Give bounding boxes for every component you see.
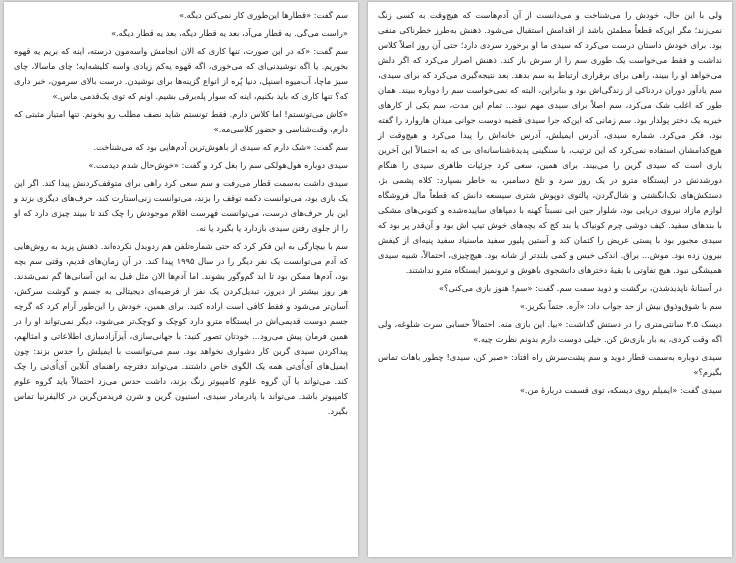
paragraph: سیدی دوباره به‌سمت قطار دوید و سم پشت‌سرش راه افتاد: «صبر کن، سیدی! چطور باهات تماس بگیرم؟» (378, 352, 722, 377)
paragraph: سم گفت: «شک دارم که سیدی از باهوش‌ترین آدم‌هایی بود که می‌شناخت. (93, 142, 348, 152)
right-book-page (368, 2, 732, 557)
paragraph: در آستانهٔ ناپدیدشدن، برگشت و دوید سمت سم. گفت: «سم! هنوز بازی می‌کنی؟» (438, 283, 722, 293)
paragraph: ولی با این حال، خودش را می‌شناخت و می‌دانست از آن آدم‌هاست که هیچ‌وقت به کسی زنگ نمی‌زند؛ مگر این‌که قطعاً مطمئن باشد از اقدامش استقبال می‌شود. ذهنش به‌طرز خطرناکی منفی بود. برای خودش داستان درست می‌کرد که سیدی ما او برخورد سردی دارد؛ حتی آن روز اصلاً کلاس نداشت و فقط می‌خواست یک طوری سم را از سرش باز کند. ذهنش اصرار می‌کرد که اگر دلش می‌خواهد او را ببیند، راهی برای برقراری ارتباط به سم بدهد. بعد نتیجه‌گیری می‌کرد که برای سیدی، سم یادآور دوران دردناکی از زندگی‌اش بود و بنابراین، البته که نمی‌خواست سم را دوباره ببیند. همان طور که اغلب شک می‌کرد، سم اصلاً برای سیدی مهم نبود... تمام این مدت، سم یکی از کارهای خیریه یک دختر پولدار بود. سم زمانی که این‌که جرا سیدی قضیه دوست جوانی میدان هاروارد را گفته بود، فکر می‌کرد. شماره سیدی، آدرس ایمیلش، آدرس خانه‌اش را پیدا می‌کرد و هیچ‌وقت از هیچ‌کدامشان استفاده نمی‌کرد که این ترتیب، با سنگینی پدیدهٔ‌شناسانه‌ای بی که به احتمالاً این آخرین باری است که سیدی گرین را می‌بیند. برای همین، سعی کرد جزئیات ظاهری سیدی را هنگام دورشدنش در ایستگاه مترو در یک روز سرد و تلخ دسامبر، به خاطر بسپارد: کلاه پشمی بژ، دستکش‌های تک‌انگشتی و شال‌گردن، پالتوی دوپوش شتری سیسعه دانش که قطعاً مال فروشگاه لوازم مازاد نیروی دریایی بود، شلوار جین ابی نسبتاً کهنه با دمپاهای ساییده‌شده و کتونی‌های مشکی با بندهای سفید. کیف دوشی چرم کونیاک یا بند کج که بچه‌های خوش تیپ اش بود و آن‌قدر پر بود که سیدی مجبور بود با پستی عریض را کتمان کند و آستین پلیور سفید ماسنیاد سفید پنیه‌ای از کیفش بیرون زده بود. موش... براق. اندکی خیس و کمی بلندتر از شانه بود. هیچ‌چیزی، احتمالاً، شبیه سیدی همیشگی نبود. هیچ تفاوتی با بقیهٔ دخترهای دانشجوی باهوش و ترونمیز ایستگاه مترو نداشتند. (378, 10, 722, 275)
paragraph: سم گفت: «که در این صورت، تنها کاری که الان انجامش واسه‌مون درسته، اینه که بریم یه قهوه بخوریم. یا اگه نوشیدنی‌ای که می‌خوری، اگه قهوه یه‌کم زیادی واسه کلیشه‌ایه؛ چای ماسالا، چای سبز ماچا، آب‌میوه اسنپل، دنیا پُره از انواع گزینه‌ها برای نوشیدن. درست بالای سرمون، خبر داری که؟ تنها کاری که باید بکنیم، اینه که سوار پله‌برقی بشیم. اونم که توی یک‌قدمی ماس.» (14, 46, 348, 101)
paragraph: سیدی دوباره هول‌هولکی سم را بغل کرد و گفت: «خوش‌حال شدم دیدمت.» (88, 160, 348, 170)
paragraph: سیدی گفت: «ایمیلم روی دیسکه، توی قسمت دربارهٔ من.» (519, 385, 722, 395)
paragraph: سم با شوق‌وذوق بیش از حد جواب داد: «آره. حتماً بکریز.» (519, 301, 722, 311)
paragraph: سم با بیچارگی به این فکر کرد که حتی شماره‌تلفن هم ردوبدل نکرده‌اند. ذهنش پرید به روش‌هایی که آدم می‌توانست یک نفر دیگر را در سال ۱۹۹۵ پیدا کند. در آن زمان‌های قدیم، وقتی سم بچه بود، آدم‌ها ممکن بود تا ابد گم‌وگور بشوند. اما آدم‌ها الان مثل قبل به این آسانی‌ها گم نمی‌شدند. هر روز بیشتر از دیروز، تبدیل‌کردن یک نفر از فرضیه‌ای دیجیتالی به جسم و گوشت سرکش، آسان‌تر می‌شود و فقط کافی است اراده کنید. برای همین، خودش را این‌طور آرام کرد که گرچه جسم دوست قدیمی‌اش در ایستگاه مترو دارد کوچک و کوچک‌تر می‌شود، دیگر نمی‌تواند او را در همین فرمان پیش می‌رود... خودتان تصور کنید: با جهانی‌سازی، آیزآزادسازی اطلاعاتی و امثالهم، پیداکردن سیدی گرین کار دشواری نخواهد بود. سم می‌توانست با ایمیلش را حدس بزند: چون ایمیل‌های آی‌اُی‌تی همه یک الگوی خاص داشتند. می‌تواند دفترچه راهنمای آنلاین آی‌اُی‌تی را چک کند. می‌تواند با آن گروه علوم کامپیوتر زنگ بزند، داشت حدس می‌زد احتمالاً باید گروه علوم کامپیوتر باشد. می‌تواند با پادرمادر سیدی، استیون گرین و شرن فریدمن‌گرین در کالیفرنیا تماس بگیرد. (14, 241, 348, 416)
paragraph: «راست می‌گی. یه قطار می‌آد، بعد یه قطار دیگه، بعد یه قطار دیگه.» (110, 28, 348, 38)
paragraph: «کاش می‌تونستم! اما کلاس دارم. فقط تونستم شاید نصف مطلب رو بخونم. تنها امتیاز مثبتی که دارم، وقت‌شناسی و حضور کلاسی‌مه.» (14, 109, 348, 134)
paragraph: سیدی داشت به‌سمت قطار می‌رفت و سم سعی کرد راهی برای متوقف‌کردنش پیدا کند. اگر این یک بازی بود، می‌توانست دکمه توقف را بزند، می‌توانست زنی‌استارت کند، حرف‌های دیگری بزند و این بار حرف‌های درست، می‌توانست فهرست اقلام موجودش را چک کند تا ببیند چیزی دارد که او را از جلوی رفتن سیدی بازدارد یا بگیرد یا نه. (14, 178, 348, 233)
left-book-page (4, 2, 358, 557)
paragraph: دیسک ۳.۵ سانتی‌متری را در دستش گذاشت: «بیا. این بازی منه. احتمالاً حسابی سرت شلوغه، ولی اگه وقت کردی، یه بار بازی‌ش کن. خیلی دوست دارم بدونم نظرت چیه.» (378, 319, 722, 344)
paragraph: سم گفت: «قطارها این‌طوری کار نمی‌کنن دیگه.» (178, 10, 348, 20)
